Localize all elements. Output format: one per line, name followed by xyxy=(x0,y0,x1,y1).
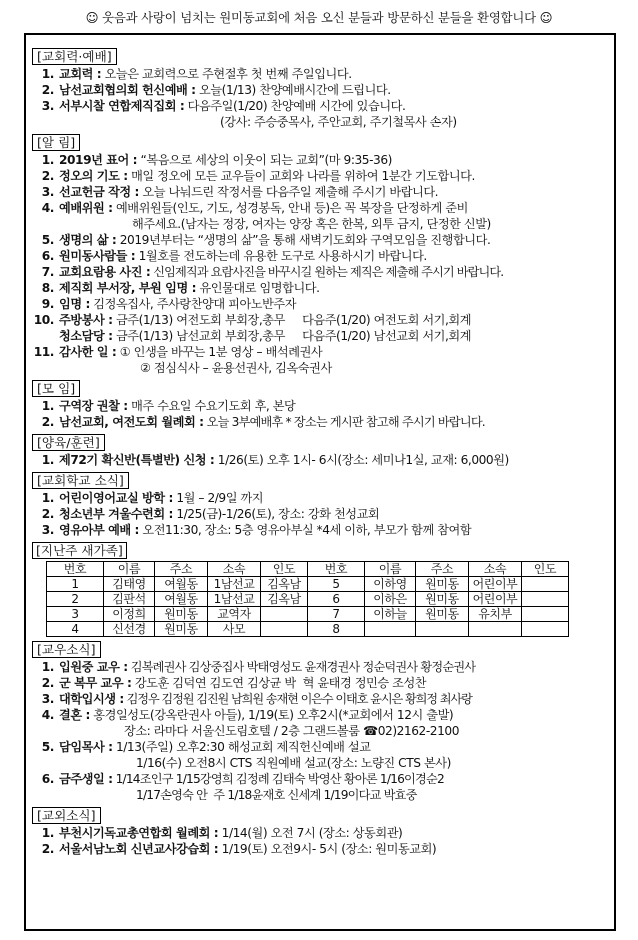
list-item: 2. 서울서남노회 신년교사강습회 : 1/19(토) 오전9시- 5시 (장소: 원미동교회) xyxy=(41,842,437,856)
table-cell: 이하늘 xyxy=(365,607,416,622)
list-item: 6. 금주생일 : 1/14조인구 1/15강영희 김정례 김태숙 박영산 황아론 1/16이경순2 xyxy=(41,772,444,786)
list-item: 5. 생명의 삶 : 2019년부터는 “생명의 삶”을 통해 새벽기도회와 구역모임을 진행합니다. xyxy=(41,233,491,247)
table-row xyxy=(47,577,569,592)
table-cell xyxy=(469,622,522,637)
table-cell: 김옥남 xyxy=(261,577,308,592)
list-item: 1. 어린이영어교실 방학 : 1월 – 2/9일 까지 xyxy=(41,491,264,505)
col-header: 인도 xyxy=(522,562,569,577)
section-school xyxy=(32,472,608,538)
table-cell: 3 xyxy=(47,607,104,622)
table-cell xyxy=(522,622,569,637)
table-cell: 사모 xyxy=(208,622,261,637)
table-cell: 어린이부 xyxy=(469,592,522,607)
list-item: 2. 청소년부 겨울수련회 : 1/25(금)-1/26(토), 장소: 강화 천성교회 xyxy=(41,507,380,521)
table-cell xyxy=(365,622,416,637)
list-item: 8. 제직회 부서장, 부원 임명 : 유인물대로 임명합니다. xyxy=(41,281,320,295)
table-cell: 원미동 xyxy=(155,622,208,637)
table-cell: 7 xyxy=(308,607,365,622)
table-cell: 1남선교 xyxy=(208,592,261,607)
welcome-banner: ☺ 웃음과 사랑이 넘치는 원미동교회에 처음 오신 분들과 방문하신 분들을 환영합니다 ☺ xyxy=(85,10,553,25)
table-cell: 5 xyxy=(308,577,365,592)
table-cell xyxy=(261,622,308,637)
table-cell: 김판석 xyxy=(104,592,155,607)
list-item: 10. 주방봉사 : 금주(1/13) 여전도회 부회장,총무 다음주(1/20) 여전도회 서기,회계 xyxy=(33,313,472,327)
section-title-school: [교회학교 소식] xyxy=(32,472,129,489)
section-attendance xyxy=(32,542,608,637)
list-item: 1. 구역장 권찰 : 매주 수요일 수요기도회 후, 본당 xyxy=(41,399,296,413)
section-title-meeting: [모 임] xyxy=(32,380,80,397)
new-family-table xyxy=(46,561,569,637)
list-item: 2. 정오의 기도 : 매일 정오에 모든 교우들이 교회와 나라를 위하여 1분간 기도합니다. xyxy=(41,169,475,183)
list-item-continued: ② 점심식사 – 윤용선권사, 김옥숙권사 xyxy=(140,361,332,375)
list-item-continued: 1/16(수) 오전8시 CTS 직원예배 설교(장소: 노량진 CTS 본사) xyxy=(136,756,451,770)
col-header: 인도 xyxy=(261,562,308,577)
table-cell: 김옥남 xyxy=(261,592,308,607)
list-item: 2. 남선교회협의회 헌신예배 : 오늘(1/13) 찬양예배시간에 드립니다. xyxy=(41,83,391,97)
table-header-row xyxy=(47,562,569,577)
table-cell: 교역자 xyxy=(208,607,261,622)
bulletin-content xyxy=(32,48,608,861)
table-cell: 1남선교 xyxy=(208,577,261,592)
table-cell xyxy=(522,592,569,607)
list-item-continued: (강사: 주승중목사, 주안교회, 주기철목사 손자) xyxy=(220,115,457,129)
section-worship xyxy=(32,48,608,130)
col-header: 주소 xyxy=(416,562,469,577)
table-row xyxy=(47,622,569,637)
list-item: 7. 교회요람용 사진 : 신임제직과 요람사진을 바꾸시길 원하는 제직은 제출해 주시기 바랍니다. xyxy=(41,265,504,279)
section-meeting xyxy=(32,380,608,430)
table-cell: 원미동 xyxy=(155,607,208,622)
list-item: 1. 부천시기독교총연합회 월례회 : 1/14(월) 오전 7시 (장소: 상동회관) xyxy=(41,826,403,840)
section-notice xyxy=(32,134,608,376)
list-item: 3. 대학입시생 : 김정우 김정원 김진원 남희원 송재현 이은수 이태호 윤시은 황희정 최사랑 xyxy=(41,692,472,706)
section-training xyxy=(32,434,608,468)
table-cell: 원미동 xyxy=(416,577,469,592)
list-item: 2. 군 복무 교우 : 강도훈 김덕연 김도연 김상균 박 혁 윤태경 정민승 조성찬 xyxy=(41,676,427,690)
list-item: 3. 선교헌금 작정 : 오늘 나눠드린 작정서를 다음주일 제출해 주시기 바랍니다. xyxy=(41,185,439,199)
table-cell: 4 xyxy=(47,622,104,637)
table-cell: 1 xyxy=(47,577,104,592)
list-item: 1. 2019년 표어 : “복음으로 세상의 이웃이 되는 교회”(마 9:35-36) xyxy=(41,153,392,167)
table-cell: 2 xyxy=(47,592,104,607)
list-item: 4. 예배위원 : 예배위원들(인도, 기도, 성경봉독, 안내 등)은 꼭 복장을 단정하게 준비 xyxy=(41,201,468,215)
table-cell: 원미동 xyxy=(416,607,469,622)
list-item-continued: 1/17손영숙 안 주 1/18윤재호 신세계 1/19이다교 박효중 xyxy=(136,788,417,802)
table-cell: 여월동 xyxy=(155,577,208,592)
col-header: 번호 xyxy=(47,562,104,577)
section-title-notice: [알 림] xyxy=(32,134,80,151)
list-item: 3. 서부시찰 연합제직집회 : 다음주일(1/20) 찬양예배 시간에 있습니다. xyxy=(41,99,406,113)
col-header: 소속 xyxy=(469,562,522,577)
section-title-members: [교우소식] xyxy=(32,641,101,658)
list-item: 1. 입원중 교우 : 김복례권사 김상중집사 박태영성도 윤재경권사 정순덕권사 황정순권사 xyxy=(41,660,476,674)
table-cell: 김태영 xyxy=(104,577,155,592)
table-row xyxy=(47,607,569,622)
col-header: 이름 xyxy=(104,562,155,577)
section-title-worship: [교회력·예배] xyxy=(32,48,117,65)
section-outside xyxy=(32,807,608,857)
col-header: 이름 xyxy=(365,562,416,577)
table-cell xyxy=(522,577,569,592)
table-cell: 원미동 xyxy=(416,592,469,607)
list-item: 2. 남선교회, 여전도회 월례회 : 오늘 3부예배후 * 장소는 게시판 참고해 주시기 바랍니다. xyxy=(41,415,485,429)
table-cell: 어린이부 xyxy=(469,577,522,592)
table-cell: 유치부 xyxy=(469,607,522,622)
section-title-attendance: [지난주 새가족] xyxy=(32,542,127,559)
list-item: 9. 임명 : 김정옥집사, 주사랑찬양대 피아노반주자 xyxy=(41,297,297,311)
table-cell: 이하영 xyxy=(365,577,416,592)
list-item: 1. 제72기 확신반(특별반) 신청 : 1/26(토) 오후 1시- 6시(장소: 세미나1실, 교재: 6,000원) xyxy=(41,453,509,467)
bulletin-frame xyxy=(24,33,616,931)
list-item-continued: 해주세요.(남자는 정장, 여자는 양장 혹은 한복, 외투 금지, 단정한 신발) xyxy=(132,217,491,231)
table-cell: 8 xyxy=(308,622,365,637)
list-item: 5. 담임목사 : 1/13(주일) 오후2:30 해성교회 제직헌신예배 설교 xyxy=(41,740,371,754)
table-cell xyxy=(416,622,469,637)
table-cell xyxy=(261,607,308,622)
table-cell xyxy=(522,607,569,622)
table-cell: 여월동 xyxy=(155,592,208,607)
list-item: 4. 결혼 : 홍경일성도(강옥란권사 아들), 1/19(토) 오후2시(*교회에서 12시 출발) xyxy=(41,708,454,722)
list-item-continued: 청소담당 : 금주(1/13) 남선교회 부회장,총무 다음주(1/20) 남선교회 서기,회계 xyxy=(59,329,472,343)
table-row xyxy=(47,592,569,607)
col-header: 번호 xyxy=(308,562,365,577)
list-item: 11. 감사한 일 : ① 인생을 바꾸는 1분 영상 – 배석례권사 xyxy=(33,345,323,359)
section-members xyxy=(32,641,608,803)
table-cell: 신선경 xyxy=(104,622,155,637)
list-item: 6. 원미동사람들 : 1월호를 전도하는데 유용한 도구로 사용하시기 바랍니다. xyxy=(41,249,427,263)
col-header: 주소 xyxy=(155,562,208,577)
col-header: 소속 xyxy=(208,562,261,577)
list-item: 3. 영유아부 예배 : 오전11:30, 장소: 5층 영유아부실 *4세 이하, 부모가 함께 참여함 xyxy=(41,523,472,537)
list-item-continued: 장소: 라마다 서울신도림호텔 / 2층 그랜드볼룸 ☎02)2162-2100 xyxy=(124,724,460,738)
list-item: 1. 교회력 : 오늘은 교회력으로 주현절후 첫 번째 주일입니다. xyxy=(41,67,352,81)
table-cell: 6 xyxy=(308,592,365,607)
table-cell: 이정희 xyxy=(104,607,155,622)
section-title-training: [양육/훈련] xyxy=(32,434,105,451)
section-title-outside: [교외소식] xyxy=(32,807,101,824)
table-cell: 이하은 xyxy=(365,592,416,607)
